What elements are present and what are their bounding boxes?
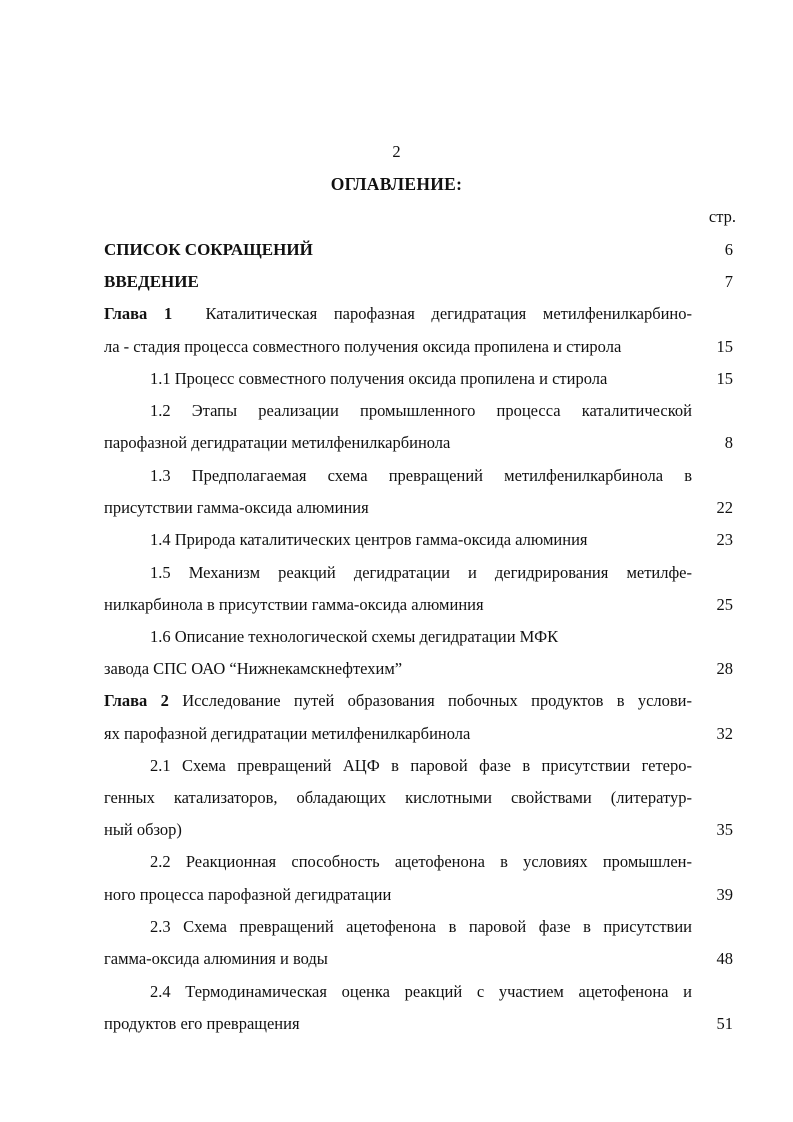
toc-section-1-3-page: 22 xyxy=(716,498,733,517)
toc-section-2-2-line1: 2.2 Реакционная способность ацетофенона в условиях промышлен- xyxy=(150,852,692,871)
toc-section-1-1: 1.1 Процесс совместного получения оксида пропилена и стирола xyxy=(150,369,608,388)
toc-section-2-2-page: 39 xyxy=(716,885,733,904)
toc-chapter2-page: 32 xyxy=(716,724,733,743)
toc-chapter1-line2: ла - стадия процесса совместного получения оксида пропилена и стирола xyxy=(104,337,622,356)
toc-abbreviations-label: СПИСОК СОКРАЩЕНИЙ xyxy=(104,240,313,259)
toc-section-1-2-line1: 1.2 Этапы реализации промышленного процесса каталитической xyxy=(150,401,692,420)
toc-chapter1-page: 15 xyxy=(716,337,733,356)
toc-section-2-3-page: 48 xyxy=(716,949,733,968)
toc-chapter2-title: Исследование путей образования побочных продуктов в услови- xyxy=(182,691,693,710)
toc-section-1-6-page: 28 xyxy=(716,659,733,678)
toc-section-1-6-line2: завода СПС ОАО “Нижнекамскнефтехим” xyxy=(104,659,403,678)
toc-chapter1-title: Каталитическая парофазная дегидратация метилфенилкарбино- xyxy=(205,304,692,323)
toc-section-2-4-line2: продуктов его превращения xyxy=(104,1014,300,1033)
toc-section-1-5-line1: 1.5 Механизм реакций дегидратации и дегидрирования метилфе- xyxy=(150,563,692,582)
toc-section-2-4-page: 51 xyxy=(716,1014,733,1033)
page-column-label: стр. xyxy=(708,207,736,226)
toc-section-1-4: 1.4 Природа каталитических центров гамма-оксида алюминия xyxy=(150,530,588,549)
toc-introduction-label: ВВЕДЕНИЕ xyxy=(104,272,199,291)
toc-section-1-5-page: 25 xyxy=(716,595,733,614)
toc-introduction-page: 7 xyxy=(724,272,733,291)
toc-section-1-3-line2: присутствии гамма-оксида алюминия xyxy=(104,498,369,517)
toc-section-1-2-line2: парофазной дегидратации метилфенилкарбинола xyxy=(104,433,451,452)
toc-section-1-4-page: 23 xyxy=(716,530,733,549)
toc-section-2-3-line1: 2.3 Схема превращений ацетофенона в паровой фазе в присутствии xyxy=(150,917,692,936)
toc-section-2-4-line1: 2.4 Термодинамическая оценка реакций с участием ацетофенона и xyxy=(150,982,692,1001)
toc-section-2-1-line2: генных катализаторов, обладающих кислотными свойствами (литератур- xyxy=(104,788,692,807)
toc-chapter2-line1 xyxy=(104,691,692,711)
toc-section-1-1-page: 15 xyxy=(716,369,733,388)
toc-section-1-5-line2: нилкарбинола в присутствии гамма-оксида алюминия xyxy=(104,595,484,614)
toc-chapter2-line2: ях парофазной дегидратации метилфенилкарбинола xyxy=(104,724,471,743)
toc-abbreviations-page: 6 xyxy=(724,240,733,259)
toc-section-2-1-line3: ный обзор) xyxy=(104,820,182,839)
toc-section-2-1-line1: 2.1 Схема превращений АЦФ в паровой фазе в присутствии гетеро- xyxy=(150,756,692,775)
toc-chapter1-label: Глава 1 xyxy=(104,304,173,323)
toc-section-1-3-line1: 1.3 Предполагаемая схема превращений метилфенилкарбинола в xyxy=(150,466,692,485)
toc-section-1-6-line1: 1.6 Описание технологической схемы дегидратации МФК xyxy=(150,627,559,646)
toc-section-2-1-page: 35 xyxy=(716,820,733,839)
toc-section-2-3-line2: гамма-оксида алюминия и воды xyxy=(104,949,328,968)
toc-chapter1-line1 xyxy=(104,304,692,324)
toc-section-2-2-line2: ного процесса парофазной дегидратации xyxy=(104,885,392,904)
page-number: 2 xyxy=(392,142,401,161)
toc-chapter2-label: Глава 2 xyxy=(104,691,169,710)
toc-section-1-2-page: 8 xyxy=(724,433,733,452)
page-title: ОГЛАВЛЕНИЕ: xyxy=(330,174,463,194)
